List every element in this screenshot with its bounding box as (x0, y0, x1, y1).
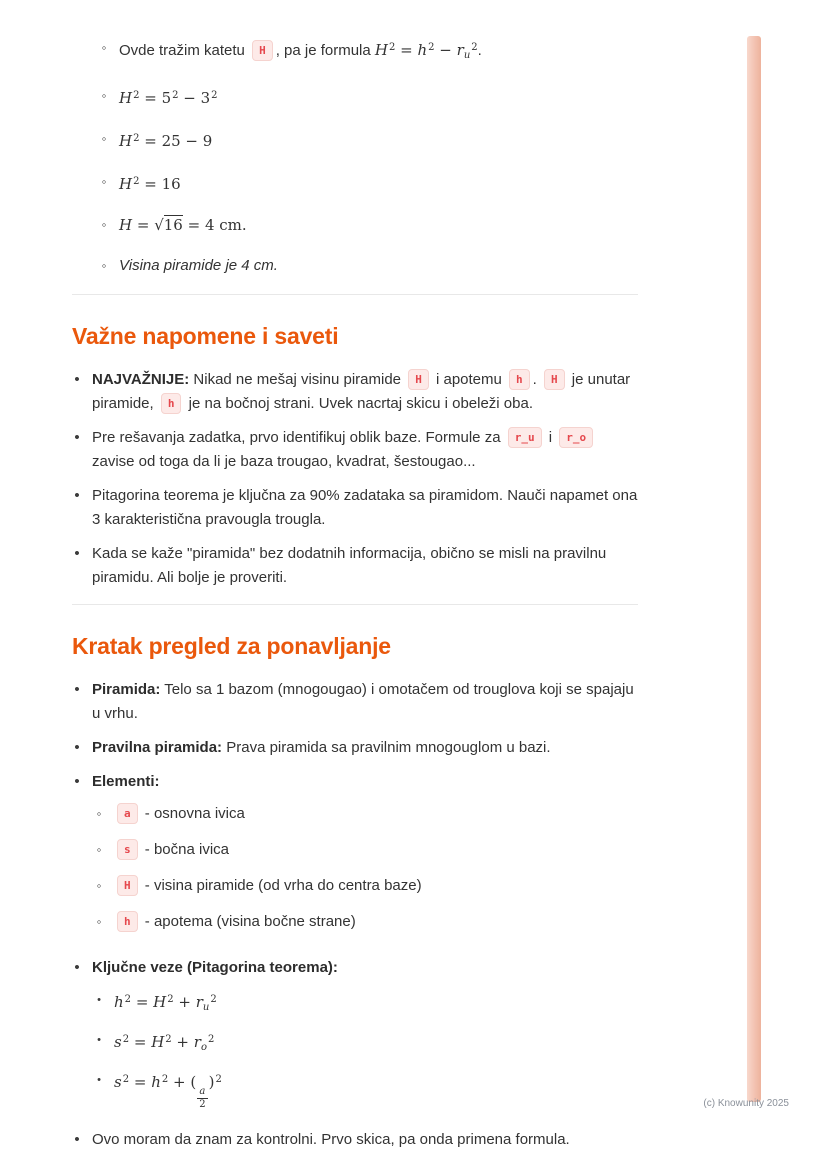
bold-text: Piramida: (92, 681, 161, 698)
bullet-marker: • (74, 429, 80, 446)
bullet-marker: • (97, 994, 101, 1006)
list-item-text (114, 1068, 638, 1110)
section-heading: Kratak pregled za ponavljanje (72, 633, 391, 659)
page-accent-stripe (747, 36, 761, 1102)
list-item-text: H - visina piramide (od vrha do centra baze) (114, 874, 638, 898)
inline-code-badge: H (117, 875, 138, 896)
list-item (99, 84, 638, 111)
math-formula: $H^2 = 16$ (119, 175, 181, 193)
list-item-body (114, 1068, 638, 1110)
list-item-text: Ovo moram da znam za kontrolni. Prvo skica, pa onda primena formula. (92, 1131, 570, 1148)
list-item-body (92, 1128, 638, 1152)
list-item (72, 678, 638, 726)
inline-code-badge: h (509, 369, 530, 390)
list-item-body (114, 988, 638, 1020)
list-item-body (92, 736, 638, 760)
list-item (99, 36, 638, 68)
list-item-body (92, 956, 638, 1118)
inline-code-badge: r_u (508, 427, 542, 448)
list-item-body (119, 84, 638, 111)
list-item (99, 170, 638, 197)
list-item-text: s - bočna ivica (114, 838, 638, 862)
bullet-list (94, 988, 638, 1110)
bullet-list (94, 802, 638, 934)
bullet-marker: ◦ (96, 842, 102, 857)
list-item-body (119, 127, 638, 154)
list-item-text (92, 770, 638, 794)
bullet-marker: • (97, 1034, 101, 1046)
list-item (94, 1068, 638, 1110)
inline-code-badge: h (161, 393, 182, 414)
inline-code-badge: a (117, 803, 138, 824)
section-divider (72, 294, 638, 295)
list-item-body (92, 770, 638, 946)
inline-code-badge: r_o (559, 427, 593, 448)
list-item (94, 1028, 638, 1060)
inline-code-badge: s (117, 839, 138, 860)
bullet-marker: ◦ (101, 258, 107, 273)
list-item-text: a - osnovna ivica (114, 802, 638, 826)
bullet-marker: • (74, 739, 80, 756)
bullet-marker: ◦ (101, 88, 107, 103)
list-item-body (92, 484, 638, 532)
bullet-marker: • (97, 1074, 101, 1086)
bullet-list (72, 678, 638, 1152)
bullet-marker: • (74, 545, 80, 562)
inline-code-badge: H (544, 369, 565, 390)
list-item-body (119, 36, 638, 68)
bullet-marker: • (74, 959, 80, 976)
list-item (72, 426, 638, 474)
list-item-text (119, 84, 638, 111)
section-heading: Važne napomene i saveti (72, 323, 339, 349)
list-item-body (114, 910, 638, 934)
section-divider (72, 604, 638, 605)
list-item-body (92, 368, 638, 416)
list-item (72, 770, 638, 946)
bullet-marker: ◦ (96, 806, 102, 821)
list-item-body (114, 1028, 638, 1060)
list-item-text: Piramida: Telo sa 1 bazom (mnogougao) i omotačem od trouglova koji se spajaju u vrhu. (92, 681, 634, 722)
bullet-marker: ◦ (101, 217, 107, 232)
list-item (72, 368, 638, 416)
list-item (72, 542, 638, 590)
math-formula: $H^2 = h^2 - r_u^2$ (374, 41, 478, 61)
list-item-text (92, 956, 638, 980)
list-item (72, 956, 638, 1118)
list-item (94, 838, 638, 862)
list-item-text: NAJVAŽNIJE: Nikad ne mešaj visinu piramide H i apotemu h . H je unutar piramide, h je na bočnoj strani. Uvek nacrtaj skicu i obeleži oba. (92, 371, 631, 412)
list-item (94, 874, 638, 898)
inline-code-badge: h (117, 911, 138, 932)
list-item-text (119, 127, 638, 154)
bold-text: Ključne veze (Pitagorina teorema): (92, 959, 338, 976)
bullet-marker: • (74, 773, 80, 790)
list-item (99, 127, 638, 154)
bullet-marker: • (74, 681, 80, 698)
list-item-body (119, 254, 638, 278)
bullet-marker: ◦ (96, 878, 102, 893)
list-item-text (114, 1028, 638, 1060)
list-item-body (92, 426, 638, 474)
math-formula: H = √16 = 4 cm. (119, 216, 247, 234)
math-formula: $H^2 = 25 - 9$ (119, 132, 213, 150)
math-formula: $s^2 = h^2$ + ( $\frac{a}{2}$ )$^2$ (114, 1073, 222, 1110)
bullet-list (99, 36, 638, 278)
list-item-body (119, 170, 638, 197)
list-item-body (92, 542, 638, 590)
list-item-text: Pre rešavanja zadatka, prvo identifikuj oblik baze. Formule za r_u i r_o zavise od toga da li je baza trougao, kvadrat, šestougao... (92, 426, 638, 474)
bullet-marker: ◦ (96, 914, 102, 929)
list-item-text (119, 254, 638, 278)
list-item (72, 484, 638, 532)
list-item-text: h - apotema (visina bočne strane) (114, 910, 638, 934)
bold-text: Pravilna piramida: (92, 739, 223, 756)
list-item-body (114, 838, 638, 862)
list-item-text (114, 988, 638, 1020)
bold-text: NAJVAŽNIJE: (92, 371, 190, 388)
list-item-body (114, 874, 638, 898)
math-formula: $H^2 = 5^2 - 3^2$ (119, 89, 218, 107)
list-item-text: Pitagorina teorema je ključna za 90% zadataka sa piramidom. Nauči napamet ona 3 karakteristična pravougla trougla. (92, 487, 638, 528)
list-item-text: Ovde tražim katetu H , pa je formula $H^2 = h^2 - r_u^2$. (119, 41, 482, 61)
math-formula: $h^2 = H^2 + r_u^2$ (114, 993, 217, 1013)
list-item-body (119, 213, 638, 238)
list-item (99, 254, 638, 278)
document-content (72, 36, 638, 1162)
list-item (94, 910, 638, 934)
footer-copyright: (c) Knowunity 2025 (703, 1098, 789, 1109)
bullet-marker: • (74, 371, 80, 388)
list-item-text (119, 170, 638, 197)
list-item-text: Pravilna piramida: Prava piramida sa pravilnim mnogouglom u bazi. (92, 739, 551, 756)
list-item (94, 802, 638, 826)
bullet-marker: • (74, 1131, 80, 1148)
list-item (72, 1128, 638, 1152)
italic-note: Visina piramide je 4 cm. (119, 257, 278, 274)
list-item-text: Kada se kaže "piramida" bez dodatnih informacija, obično se misli na pravilnu piramidu. Ali bolje je proveriti. (92, 545, 607, 586)
bold-text: Elementi: (92, 773, 160, 790)
list-item (94, 988, 638, 1020)
list-item-text (119, 213, 638, 238)
bullet-marker: ◦ (101, 40, 107, 55)
list-item (99, 213, 638, 238)
list-item-body (114, 802, 638, 826)
inline-code-badge: H (408, 369, 429, 390)
bullet-marker: • (74, 487, 80, 504)
bullet-marker: ◦ (101, 174, 107, 189)
list-item (72, 736, 638, 760)
bullet-marker: ◦ (101, 131, 107, 146)
inline-code-badge: H (252, 40, 273, 61)
bullet-list (72, 368, 638, 590)
math-formula: $s^2 = H^2 + r_o^2$ (114, 1033, 215, 1053)
list-item-body (92, 678, 638, 726)
